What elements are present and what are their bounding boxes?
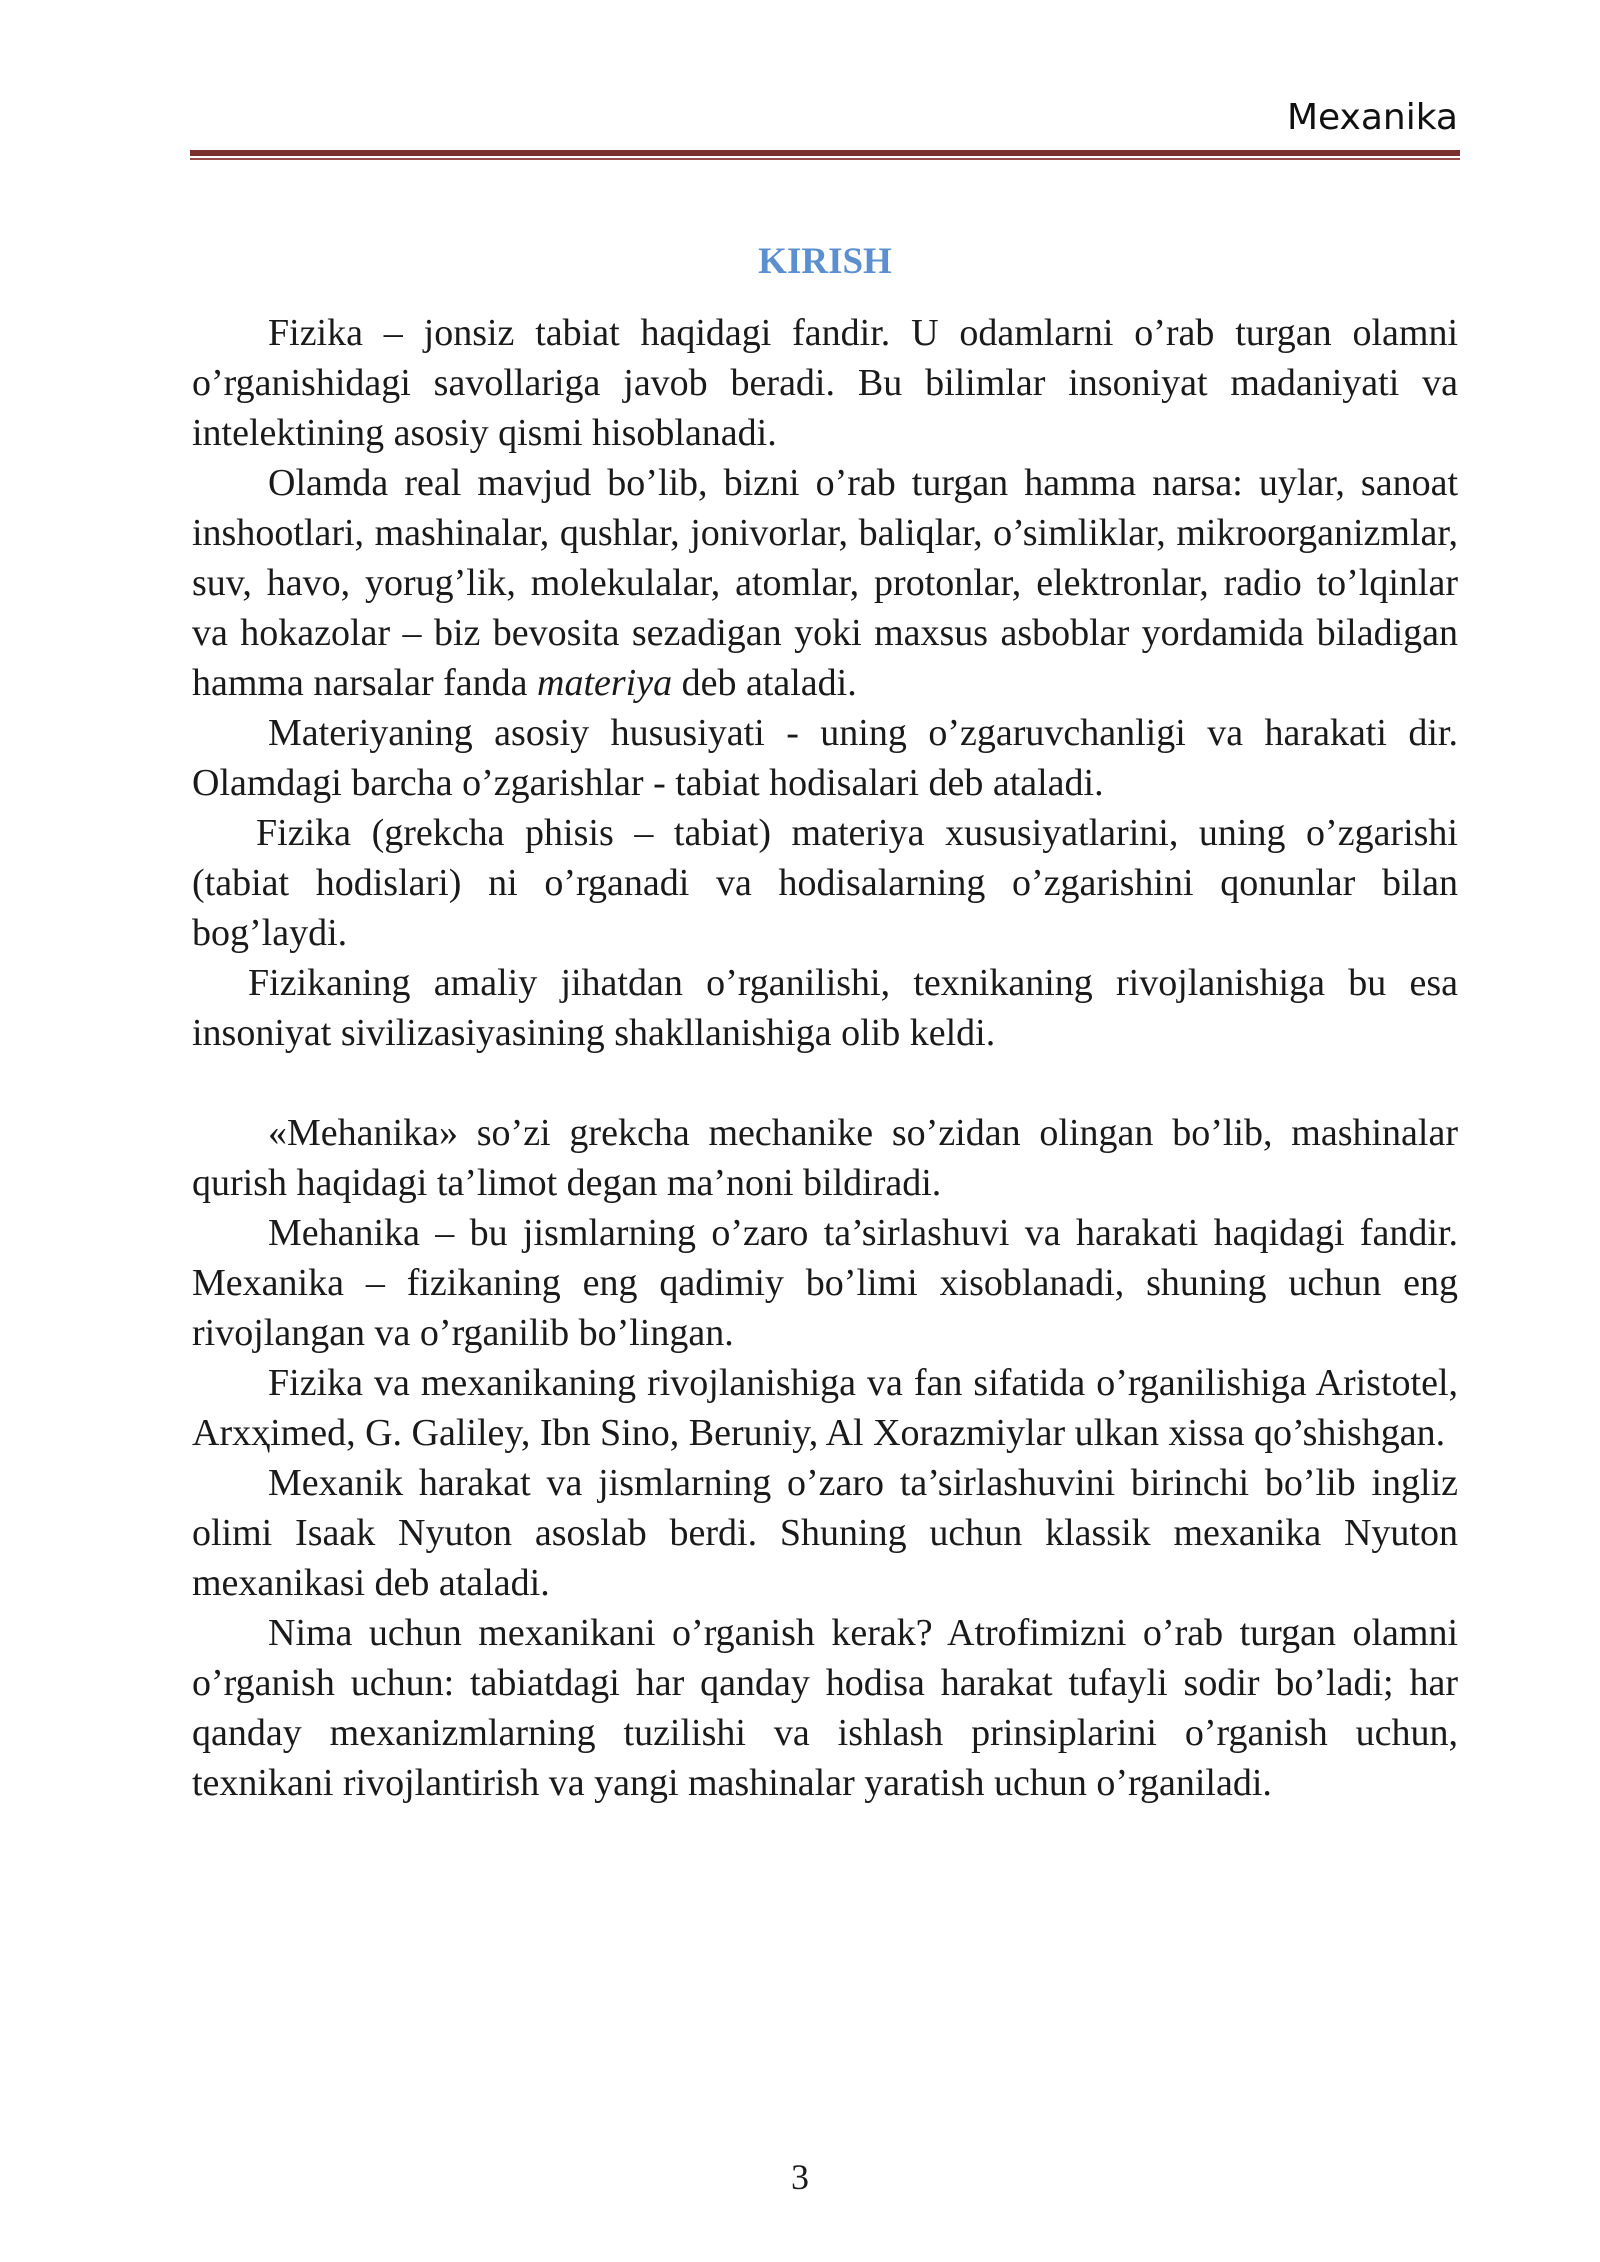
paragraph-7: Mehanika – bu jismlarning o’zaro ta’sirlashuvi va harakati haqidagi fandir. Mexanika – fizikaning eng qadimiy bo’limi xisoblanadi, shuning uchun eng rivojlangan va o’rganilib bo’lingan.	[192, 1212, 1458, 1354]
paragraph-10: Nima uchun mexanikani o’rganish kerak? Atrofimizni o’rab turgan olamni o’rganish uchun: tabiatdagi har qanday hodisa harakat tufayli sodir bo’ladi; har qanday mexanizmlarning tuzilishi va ishlash prinsiplarini o’rganish uchun, texnikani rivojlantirish va yangi mashinalar yaratish uchun o’rganiladi.	[192, 1612, 1458, 1804]
paragraph-4: Fizika (grekcha phisis – tabiat) materiya xususiyatlarini, uning o’zgarishi (tabiat hodislari) ni o’rganadi va hodisalarning o’zgarishini qonunlar bilan bog’laydi.	[192, 812, 1458, 954]
section-title: KIRISH	[758, 241, 892, 282]
header-rule	[190, 150, 1460, 160]
running-head: Mexanika	[1286, 97, 1458, 138]
page-body	[192, 236, 1458, 1808]
paragraph-8: Fizika va mexanikaning rivojlanishiga va fan sifatida o’rganilishiga Aristotel, Arxҳimed, G. Galiley, Ibn Sino, Beruniy, Al Xorazmiylar ulkan xissa qo’shishgan.	[192, 1362, 1458, 1454]
paragraph-1: Fizika – jonsiz tabiat haqidagi fandir. U odamlarni o’rab turgan olamni o’rganishidagi savollariga javob beradi. Bu bilimlar insoniyat madaniyati va intelektining asosiy qismi hisoblanadi.	[192, 312, 1458, 454]
paragraph-5: Fizikaning amaliy jihatdan o’rganilishi, texnikaning rivojlanishiga bu esa insoniyat sivilizasiyasining shakllanishiga olib keldi.	[192, 962, 1458, 1054]
paragraph-2-text-start: Olamda real mavjud bo’lib, bizni o’rab turgan hamma narsa: uylar, sanoat inshootlari, mashinalar, qushlar, jonivorlar, baliqlar, o’simliklar, mikroorganizmlar, suv, havo, yorug’lik, molekulalar, atomlar, protonlar, elektronlar, radio to’lqinlar va hokazolar – biz bevosita sezadigan yoki maxsus asboblar yordamida biladigan hamma narsalar fanda	[192, 462, 1458, 704]
page-header	[190, 96, 1460, 160]
paragraph-2-italic-term: materiya	[537, 662, 673, 704]
page-number: 3	[791, 2157, 809, 2197]
paragraph-9: Mexanik harakat va jismlarning o’zaro ta’sirlashuvini birinchi bo’lib ingliz olimi Isaak Nyuton asoslab berdi. Shuning uchun klassik mexanika Nyuton mexanikasi deb ataladi.	[192, 1462, 1458, 1604]
paragraph-3: Materiyaning asosiy hususiyati - uning o’zgaruvchanligi va harakati dir. Olamdagi barcha o’zgarishlar - tabiat hodisalari deb ataladi.	[192, 712, 1458, 804]
paragraph-6: «Mehanika» so’zi grekcha mechanike so’zidan olingan bo’lib, mashinalar qurish haqidagi ta’limot degan ma’noni bildiradi.	[192, 1112, 1458, 1204]
paragraph-gap	[192, 1058, 1458, 1108]
paragraph-2	[192, 458, 1458, 708]
paragraph-2-text-end: deb ataladi.	[672, 662, 857, 704]
